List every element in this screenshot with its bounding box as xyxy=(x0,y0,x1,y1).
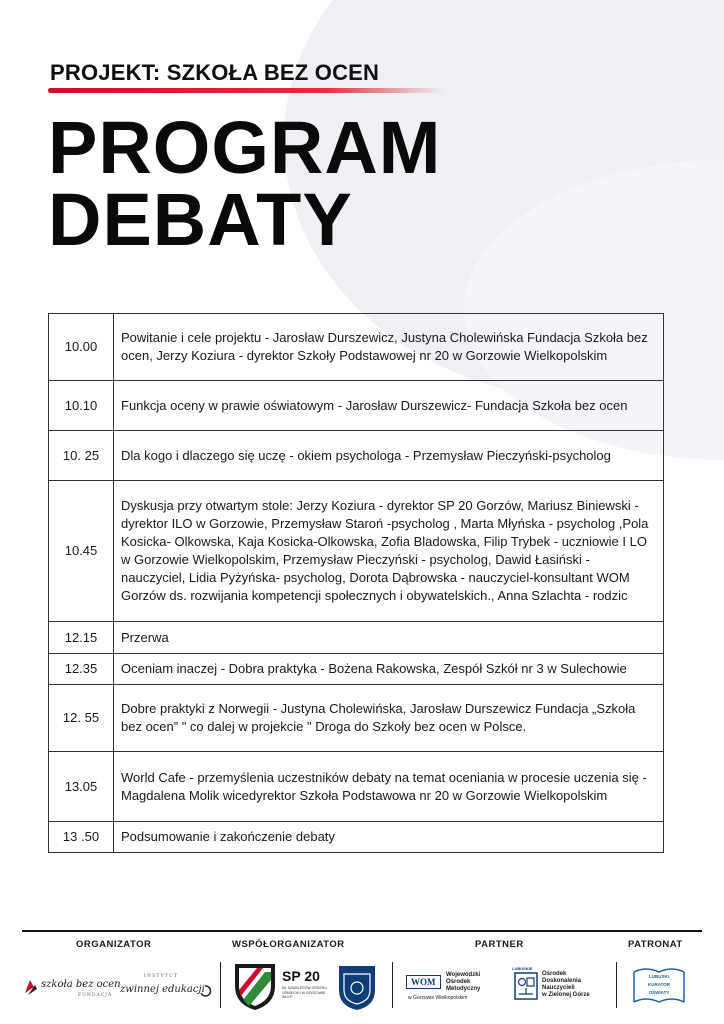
logo-wom xyxy=(406,972,498,1006)
time-cell: 10.10 xyxy=(49,381,114,431)
time-cell: 13.05 xyxy=(49,752,114,822)
description-cell: Oceniam inaczej - Dobra praktyka - Bożena Rakowska, Zespół Szkół nr 3 w Sulechowie xyxy=(114,654,664,685)
kuratorium-text xyxy=(636,973,682,997)
sp20-logo-text: SP 20 xyxy=(282,968,320,984)
table-row xyxy=(49,431,664,481)
wom-badge: WOM xyxy=(406,975,441,989)
logo-zwinna-edukacja xyxy=(118,972,213,1006)
odn-line-3: Nauczycieli xyxy=(542,985,575,991)
time-cell: 10.00 xyxy=(49,314,114,381)
sbo-logo-subtext: FUNDACJA xyxy=(78,993,113,998)
main-title-line-2: DEBATY xyxy=(48,178,353,261)
kuratorium-line-1: LUBUSKI xyxy=(649,974,669,979)
zwinna-swirl-icon xyxy=(198,984,212,998)
table-row xyxy=(49,481,664,622)
table-row xyxy=(49,654,664,685)
description-cell: Podsumowanie i zakończenie debaty xyxy=(114,822,664,853)
footer-separator xyxy=(220,962,221,1008)
partner-label: PARTNER xyxy=(475,939,524,950)
akademia-crest-icon xyxy=(336,960,378,1012)
footer-divider xyxy=(22,930,702,932)
organizator-label: ORGANIZATOR xyxy=(76,939,152,950)
description-cell: Dla kogo i dlaczego się uczę - okiem psychologa - Przemysław Pieczyński-psycholog xyxy=(114,431,664,481)
zwinna-logo-text: zwinnej edukacji xyxy=(120,984,205,995)
odn-line-2: Doskonalenia xyxy=(542,978,582,984)
zwinna-logo-top: INSTYTUT xyxy=(144,974,179,979)
time-cell: 12.15 xyxy=(49,622,114,654)
wom-line-3: Metodyczny xyxy=(446,986,481,992)
akademia-label: AKADEMIA xyxy=(346,961,368,966)
footer-separator xyxy=(616,962,617,1008)
kuratorium-line-2: KURATOR xyxy=(647,982,671,987)
kuratorium-line-3: OŚWIATY xyxy=(648,990,670,995)
time-cell: 12. 55 xyxy=(49,685,114,752)
sbo-logo-text: szkoła bez ocen xyxy=(41,979,121,990)
odn-emblem-icon xyxy=(514,972,538,1000)
description-cell: Dobre praktyki z Norwegii - Justyna Cholewińska, Jarosław Durszewicz Fundacja „Szkoła bez ocen” " co dalej w projekcie " Droga do Szkoły bez ocen w Polsce. xyxy=(114,685,664,752)
description-cell: Dyskusja przy otwartym stole: Jerzy Koziura - dyrektor SP 20 Gorzów, Mariusz Biniewski - dyrektor ILO w Gorzowie, Przemysław Staroń -psycholog , Marta Młyńska - psycholog ,Pola Kosicka- Olkowska, Kaja Kosicka-Olkowska, Zofia Bladowska, Filip Trybek - uczniowie I LO w Gorzowie Wielkopolskim, Przemysław Pieczyński - psycholog, Dawid Łasiński - nauczyciel, Lidia Pyżyńska- psycholog, Dorota Dąbrowska - nauczyciel-konsultant WOM Gorzów ds. rozwijania kompetencji społecznych i obywatelskich., Anna Szlachta - rodzic xyxy=(114,481,664,622)
odn-top-label: LUBUSKIE xyxy=(512,966,533,971)
description-cell: Przerwa xyxy=(114,622,664,654)
program-table xyxy=(48,313,664,853)
time-cell: 10. 25 xyxy=(49,431,114,481)
patronat-label: PATRONAT xyxy=(628,939,683,950)
footer-separator xyxy=(392,962,393,1008)
table-row xyxy=(49,622,664,654)
logo-sp20 xyxy=(282,968,334,1002)
wspolorganizator-label: WSPÓŁORGANIZATOR xyxy=(232,939,345,950)
description-cell: Funkcja oceny w prawie oświatowym - Jarosław Durszewicz- Fundacja Szkoła bez ocen xyxy=(114,381,664,431)
table-row xyxy=(49,822,664,853)
table-row xyxy=(49,685,664,752)
red-underline xyxy=(48,88,444,93)
odn-line-1: Ośrodek xyxy=(542,971,567,977)
table-row xyxy=(49,314,664,381)
wom-line-1: Wojewódzki xyxy=(446,972,481,978)
table-row xyxy=(49,752,664,822)
sp20-logo-subtext: IM. KAWALERÓW ORDERU UŚMIECHU W GORZOWIE WLKP. xyxy=(282,986,327,999)
time-cell: 13 .50 xyxy=(49,822,114,853)
sbo-mark-icon xyxy=(22,977,38,997)
time-cell: 10.45 xyxy=(49,481,114,622)
wom-line-4: w Gorzowie Wielkopolskim xyxy=(408,995,468,1001)
main-title-line-1: PROGRAM xyxy=(48,106,442,189)
project-title: PROJEKT: SZKOŁA BEZ OCEN xyxy=(50,60,380,85)
description-cell: Powitanie i cele projektu - Jarosław Durszewicz, Justyna Cholewińska Fundacja Szkoła bez ocen, Jerzy Koziura - dyrektor Szkoły Podstawowej nr 20 w Gorzowie Wielkopolskim xyxy=(114,314,664,381)
description-cell: World Cafe - przemyślenia uczestników debaty na temat oceniania w procesie uczenia się - Magdalena Molik wicedyrektor Szkoła Podstawowa nr 20 w Gorzowie Wielkopolskim xyxy=(114,752,664,822)
main-title xyxy=(48,106,442,261)
logo-szkola-bez-ocen xyxy=(22,975,121,1005)
sp20-shield-icon xyxy=(231,960,279,1012)
table-row xyxy=(49,381,664,431)
time-cell: 12.35 xyxy=(49,654,114,685)
wom-line-2: Ośrodek xyxy=(446,979,471,985)
logo-odn xyxy=(512,966,612,1006)
odn-line-4: w Zielonej Górze xyxy=(542,992,590,998)
